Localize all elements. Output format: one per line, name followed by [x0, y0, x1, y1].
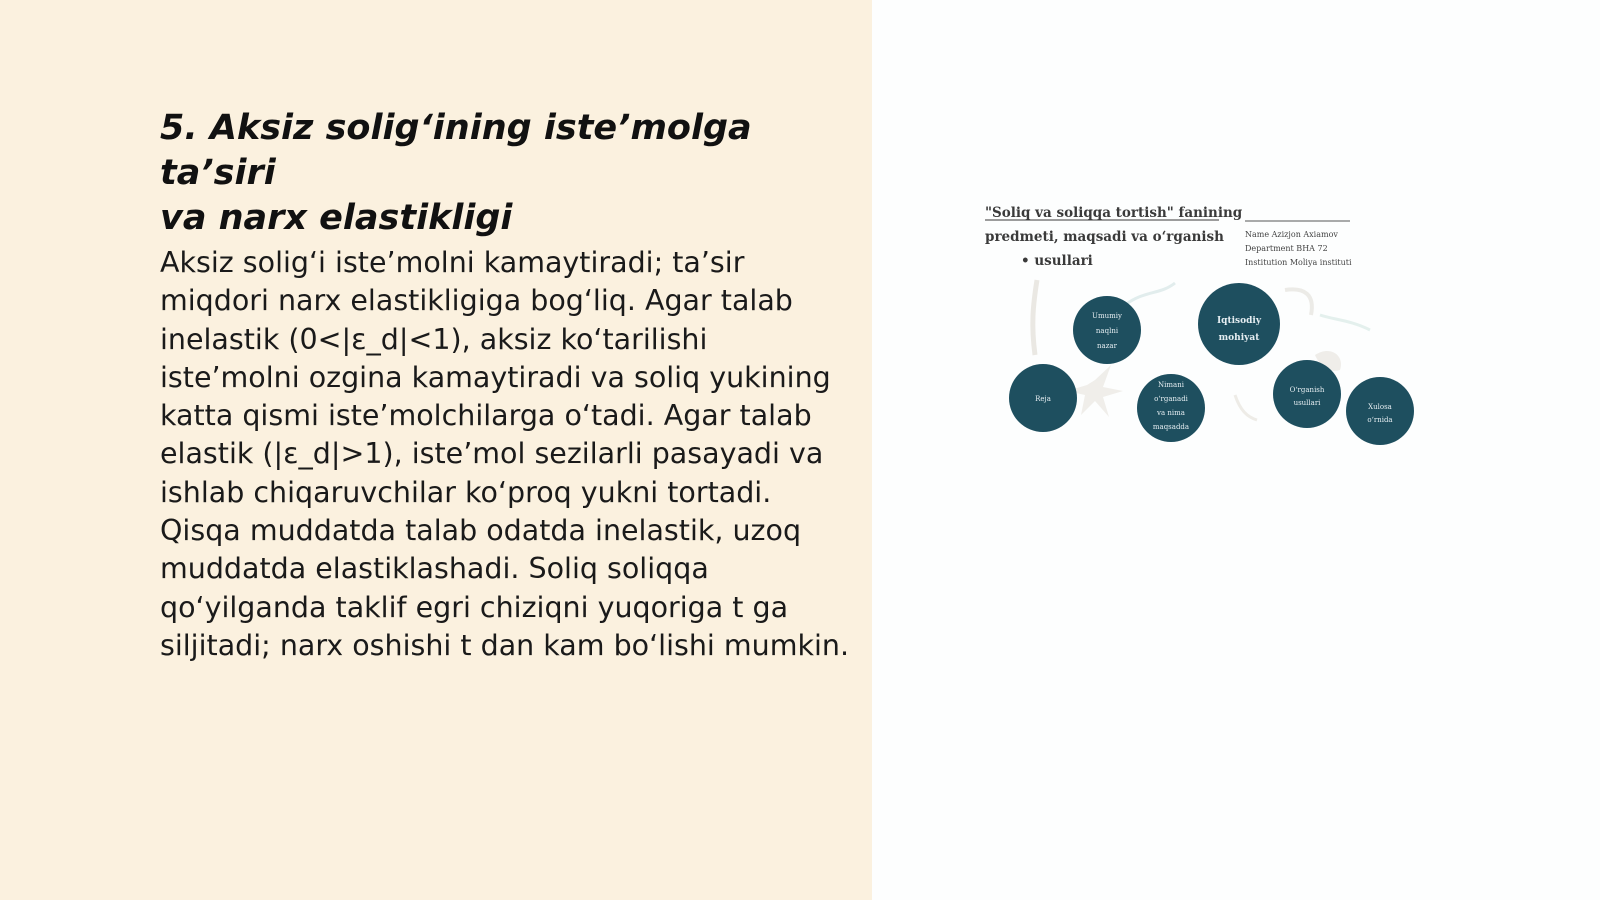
- node-iqtisodiy: [1198, 283, 1280, 365]
- node-organish-label-1: O‘rganish: [1289, 386, 1325, 394]
- node-reja-label: Reja: [1035, 395, 1051, 403]
- thumb-meta-name: Name Azizjon Axiamov: [1245, 230, 1338, 239]
- node-xulosa-label-1: Xulosa: [1368, 403, 1392, 411]
- thumb-title-line3: • usullari: [1021, 253, 1093, 269]
- node-organish-label-2: usullari: [1293, 399, 1321, 407]
- thumb-title-line2: predmeti, maqsadi va o‘rganish: [985, 229, 1224, 245]
- presentation-thumbnail-image: [985, 195, 1445, 465]
- thumbnail-svg: [985, 195, 1445, 465]
- slide-title: 5. Aksiz solig‘ining iste’molga ta’siri va narx elastikligi: [160, 108, 752, 238]
- thumb-title-line1: "Soliq va soliqqa tortish" fanining: [985, 205, 1243, 221]
- node-umumiy-label-3: nazar: [1097, 342, 1117, 350]
- thumb-meta-institution: Institution Moliya instituti: [1245, 258, 1352, 267]
- node-umumiy: [1073, 296, 1141, 364]
- node-iqtisodiy-label-2: mohiyat: [1218, 333, 1260, 343]
- node-umumiy-label-2: naqlni: [1095, 327, 1119, 335]
- node-nimani-label-3: va nima: [1157, 409, 1185, 417]
- node-umumiy-label-1: Umumiy: [1092, 312, 1122, 320]
- node-iqtisodiy-label-1: Iqtisodiy: [1216, 316, 1262, 326]
- node-nimani: [1137, 374, 1205, 442]
- node-nimani-label-1: Nimani: [1158, 381, 1184, 389]
- node-xulosa-label-2: o‘rnida: [1367, 416, 1393, 424]
- node-nimani-label-2: o‘rganadi: [1154, 395, 1188, 403]
- node-nimani-label-4: maqsadda: [1152, 423, 1190, 431]
- node-organish: [1273, 360, 1341, 428]
- node-reja: [1009, 364, 1077, 432]
- thumb-meta-department: Department BHA 72: [1245, 244, 1328, 253]
- node-xulosa: [1346, 377, 1414, 445]
- slide-body-text: Aksiz solig‘i iste’molni kamaytiradi; ta’sir miqdori narx elastikligiga bog‘liq. Agar talab inelastik (0<|ε_d|<1), aksiz ko‘tarilishi iste’molni ozgina kamaytiradi va soliq yukining katta qismi iste’molchilarga o‘tadi. Agar talab elastik (|ε_d|>1), iste’mol sezilarli pasayadi va ishlab chiqaruvchilar ko‘proq yukni tortadi. Qisqa muddatda talab odatda inelastik, uzoq muddatda elastiklashadi. Soliq soliqqa qo‘yilganda taklif egri chiziqni yuqoriga t ga siljitadi; narx oshishi t dan kam bo‘lishi mumkin.: [160, 246, 850, 662]
